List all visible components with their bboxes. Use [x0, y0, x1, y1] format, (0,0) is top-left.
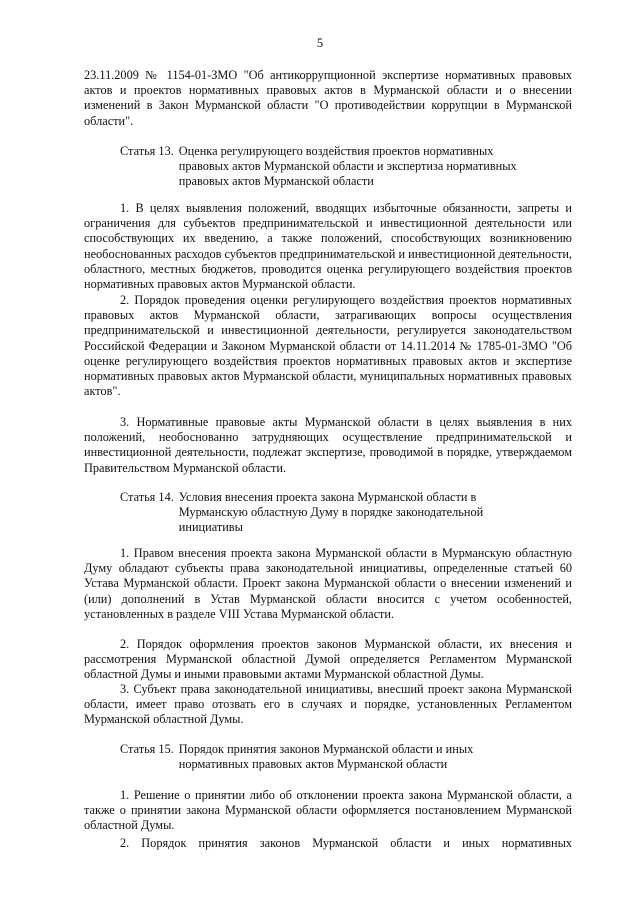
article-14-paragraph-3: 3. Субъект права законодательной инициативы, внесший проект закона Мурманской области, имеет право отозвать его в случаях и порядке, установленных Регламентом Мурманской областной Думы. [84, 682, 572, 727]
article-title: Порядок принятия законов Мурманской области и иных нормативных правовых актов Мурманской области [178, 742, 474, 772]
page-number: 5 [316, 36, 324, 50]
article-title: Оценка регулирующего воздействия проектов нормативных правовых актов Мурманской области и экспертиза нормативных правовых актов Мурманской области [178, 144, 517, 189]
intro-paragraph: 23.11.2009 № 1154-01-ЗМО "Об антикоррупционной экспертизе нормативных правовых актов и проектов нормативных правовых актов в Мурманской области и о внесении изменений в Закон Мурманской области "О противодействии коррупции в Мурманской области". [84, 68, 572, 128]
article-13 [84, 144, 572, 190]
article-heading [84, 144, 572, 190]
article-title: Условия внесения проекта закона Мурманской области в Мурманскую областную Думу в порядке законодательной инициативы [178, 490, 484, 535]
article-number: Статья 13. [120, 144, 174, 158]
article-15 [84, 742, 572, 772]
article-14-paragraph-1: 1. Правом внесения проекта закона Мурманской области в Мурманскую областную Думу обладают субъекты права законодательной инициативы, определенные статьей 60 Устава Мурманской области. Проект закона Мурманской области о внесении изменений и (или) дополнений в Устав Мурманской области вносится с учетом особенностей, установленных в разделе VIII Устава Мурманской области. [84, 546, 572, 621]
article-heading [84, 490, 572, 536]
article-number: Статья 15. [120, 742, 174, 756]
article-13-paragraph-2: 2. Порядок проведения оценки регулирующего воздействия проектов нормативных правовых актов Мурманской области, затрагивающих вопросы осуществления предпринимательской и инвестиционной деятельности, регулируется законодательством Российской Федерации и Законом Мурманской области от 14.11.2014 № 1785-01-ЗМО "Об оценке регулирующего воздействия проектов нормативных правовых актов и экспертизе нормативных правовых актов Мурманской области, муниципальных нормативных правовых актов". [84, 293, 572, 399]
article-15-paragraph-1: 1. Решение о принятии либо об отклонении проекта закона Мурманской области, а также о принятии закона Мурманской области оформляется постановлением Мурманской областной Думы. [84, 788, 572, 833]
article-heading [84, 742, 572, 772]
article-15-paragraph-2: 2. Порядок принятия законов Мурманской области и иных нормативных [120, 836, 572, 850]
article-14-paragraph-2: 2. Порядок оформления проектов законов Мурманской области, их внесения и рассмотрения Мурманской областной Думой определяется Регламентом Мурманской областной Думы и иными правовыми актами Мурманской областной Думы. [84, 637, 572, 682]
article-13-paragraph-3: 3. Нормативные правовые акты Мурманской области в целях выявления в них положений, необоснованно затрудняющих осуществление предпринимательской и инвестиционной деятельности, подлежат экспертизе, проводимой в порядке, утверждаемом Правительством Мурманской области. [84, 415, 572, 475]
article-number: Статья 14. [120, 490, 174, 504]
article-14 [84, 490, 572, 536]
article-13-paragraph-1: 1. В целях выявления положений, вводящих избыточные обязанности, запреты и ограничения для субъектов предпринимательской и инвестиционной деятельности или способствующих их введению, а также положений, способствующих возникновению необоснованных расходов субъектов предпринимательской и инвестиционной деятельности, областного, местных бюджетов, проводится оценка регулирующего воздействия проектов нормативных правовых актов Мурманской области. [84, 201, 572, 292]
